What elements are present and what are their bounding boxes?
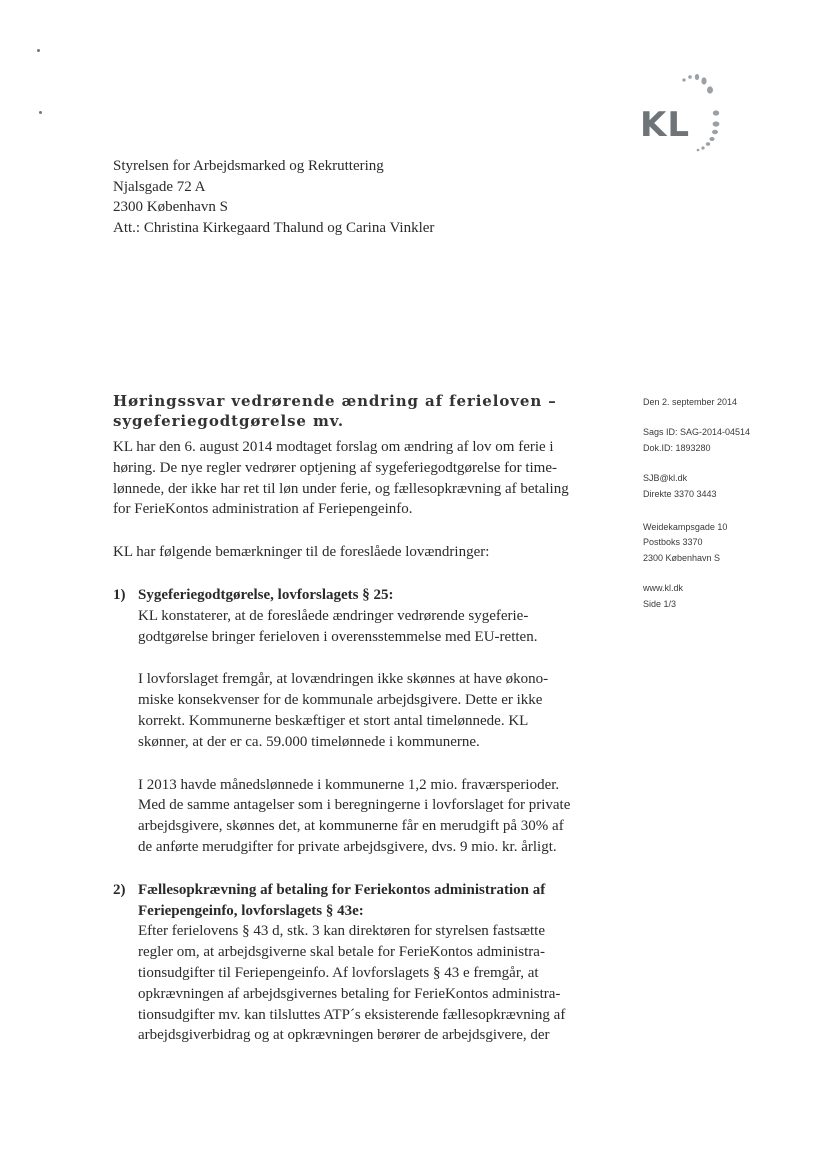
heading-line: Feriepengeinfo, lovforslagets § 43e: bbox=[138, 902, 364, 919]
kl-logo-graphic bbox=[636, 68, 732, 158]
text-line: Efter ferielovens § 43 d, stk. 3 kan direktøren for styrelsen fastsætte bbox=[138, 923, 545, 940]
text-line: arbejdsgivere, skønnes det, at kommunerne får en merudgift på 30% af bbox=[138, 818, 564, 835]
sender-info-column bbox=[643, 395, 803, 612]
text-line: lønnede, der ikke har ret til løn under ferie, og fællesopkrævning af betaling bbox=[113, 480, 569, 497]
text-line: KL konstaterer, at de foreslåede ændringer vedrørende sygeferie- bbox=[138, 607, 529, 624]
section-paragraph bbox=[138, 775, 618, 858]
section-heading bbox=[138, 880, 618, 922]
text-line: Med de samme antagelser som i beregningerne i lovforslaget for private bbox=[138, 797, 571, 814]
title-line: sygeferiegodtgørelse mv. bbox=[113, 412, 344, 430]
recipient-line: Styrelsen for Arbejdsmarked og Rekruttering bbox=[113, 158, 384, 174]
section-heading: Sygeferiegodtgørelse, lovforslagets § 25: bbox=[138, 586, 394, 603]
text-line: arbejdsgiverbidrag og at opkrævningen berører de arbejdsgivere, der bbox=[138, 1027, 550, 1044]
section-2 bbox=[113, 880, 618, 1046]
section-paragraph bbox=[138, 921, 618, 1046]
text-line: miske konsekvenser for de kommunale arbejdsgivere. Dette er ikke bbox=[138, 692, 543, 709]
section-paragraph bbox=[138, 606, 618, 648]
recipient-line: Njalsgade 72 A bbox=[113, 178, 206, 195]
recipient-line: 2300 København S bbox=[113, 199, 228, 215]
kl-logo-text: KL bbox=[640, 105, 691, 145]
kl-logo bbox=[636, 68, 732, 158]
text-line: regler om, at arbejdsgiverne skal betale for FerieKontos administra- bbox=[138, 944, 545, 961]
section-number: 1) bbox=[113, 586, 126, 603]
margin-dot-top bbox=[37, 49, 40, 52]
text-line: opkrævningen af arbejdsgivernes betaling for FerieKontos administra- bbox=[138, 985, 561, 1002]
letter-body bbox=[113, 391, 618, 1046]
text-line: de anførte merudgifter for private arbejdsgivere, dvs. 9 mio. kr. årligt. bbox=[138, 838, 557, 855]
section-number: 2) bbox=[113, 881, 126, 898]
text-line: skønner, at der er ca. 59.000 timelønnede i kommunerne. bbox=[138, 733, 480, 750]
text-line: tionsudgifter til Feriepengeinfo. Af lovforslagets § 43 e fremgår, at bbox=[138, 964, 539, 981]
text-line: I lovforslaget fremgår, at lovændringen ikke skønnes at have økono- bbox=[138, 671, 549, 688]
section-1 bbox=[113, 585, 618, 858]
recipient-address bbox=[113, 156, 434, 238]
page-number: Side 1/3 bbox=[643, 598, 677, 609]
case-id: Sags ID: SAG-2014-04514 bbox=[643, 427, 751, 438]
text-line: I 2013 havde månedslønnede i kommunerne 1,2 mio. fraværsperioder. bbox=[138, 776, 560, 793]
title-line: Høringssvar vedrørende ændring af ferieloven – bbox=[113, 392, 557, 410]
intro-paragraph bbox=[113, 437, 618, 520]
sender-phone: Direkte 3370 3443 bbox=[643, 488, 717, 499]
letter-title bbox=[113, 391, 618, 431]
sender-website: www.kl.dk bbox=[643, 583, 684, 594]
text-line: for FerieKontos administration af Feriepengeinfo. bbox=[113, 501, 413, 518]
text-line: tionsudgifter mv. kan tilsluttes ATP´s eksisterende fællesopkrævning af bbox=[138, 1006, 566, 1023]
margin-dot-bottom bbox=[39, 111, 42, 114]
letter-date: Den 2. september 2014 bbox=[643, 397, 738, 407]
section-paragraph bbox=[138, 669, 618, 752]
text-line: korrekt. Kommunerne beskæftiger et stort antal timelønnede. KL bbox=[138, 712, 529, 729]
text-line: høring. De nye regler vedrører optjening af sygeferiegodtgørelse for time- bbox=[113, 459, 557, 476]
sender-city: 2300 København S bbox=[643, 552, 721, 563]
sender-email: SJB@kl.dk bbox=[643, 473, 688, 484]
sender-pobox: Postboks 3370 bbox=[643, 537, 703, 548]
recipient-line: Att.: Christina Kirkegaard Thalund og Carina Vinkler bbox=[113, 219, 435, 236]
text-line: godtgørelse bringer ferieloven i overensstemmelse med EU-retten. bbox=[138, 628, 538, 645]
text-line: KL har den 6. august 2014 modtaget forslag om ændring af lov om ferie i bbox=[113, 439, 554, 455]
heading-line: Fællesopkrævning af betaling for Feriekontos administration af bbox=[138, 881, 546, 898]
sender-street: Weidekampsgade 10 bbox=[643, 522, 728, 533]
document-id: Dok.ID: 1893280 bbox=[643, 442, 711, 453]
remarks-intro: KL har følgende bemærkninger til de foreslåede lovændringer: bbox=[113, 544, 490, 561]
